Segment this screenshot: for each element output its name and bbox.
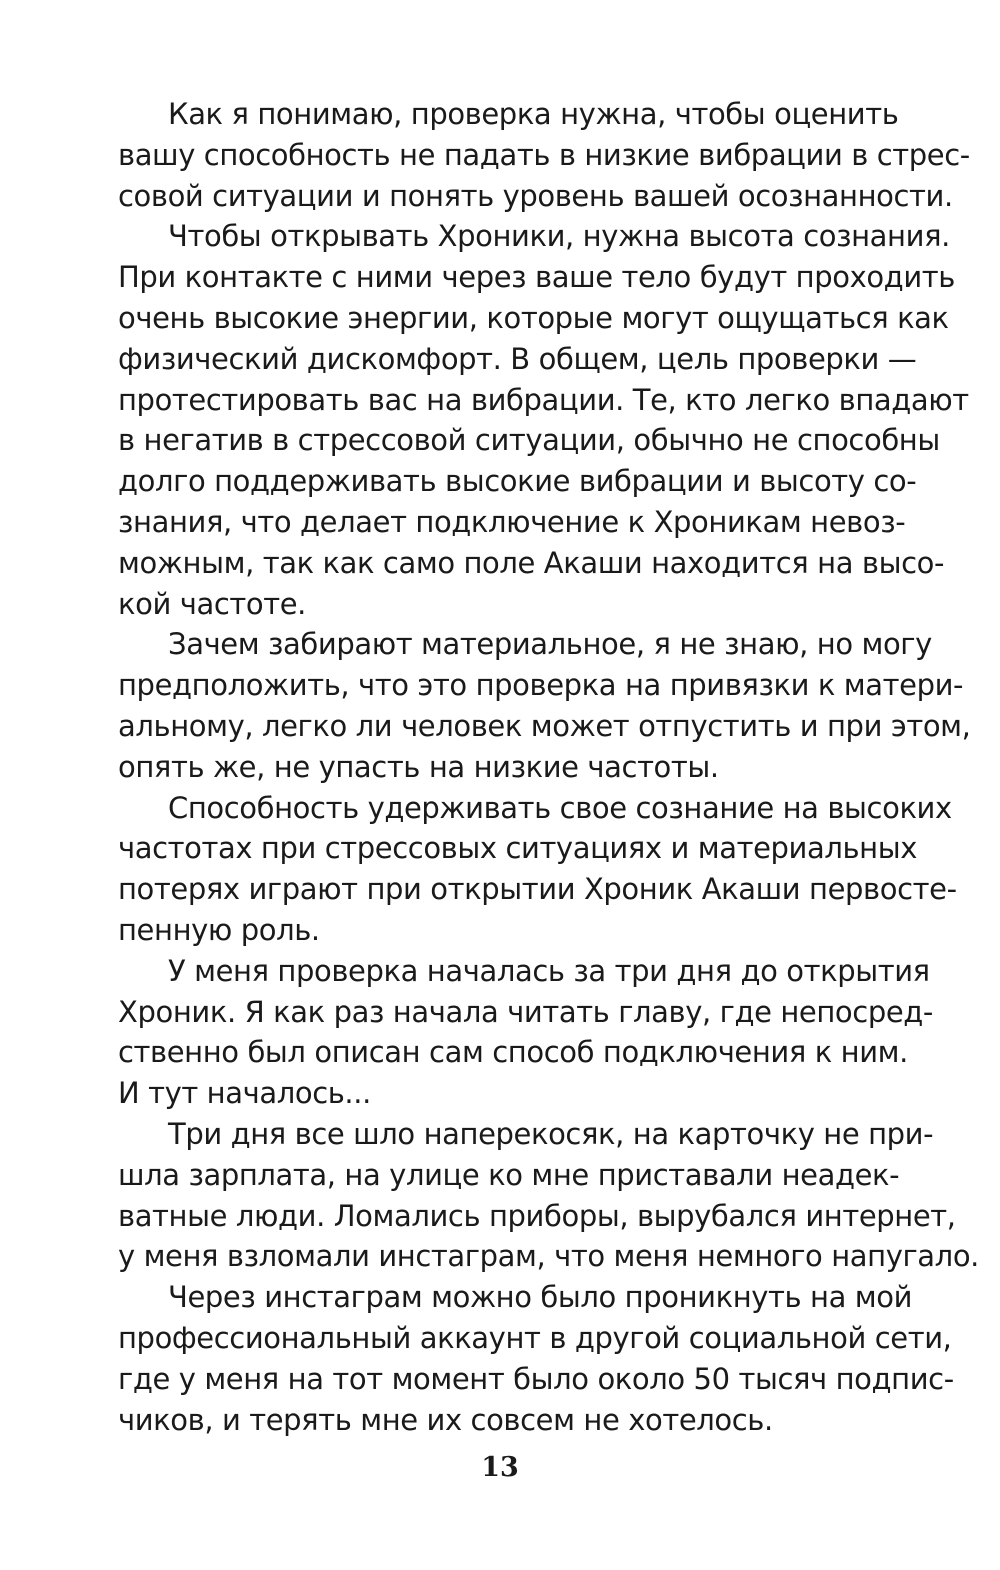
text-line: чиков, и терять мне их совсем не хотелось.: [118, 1402, 773, 1437]
text-line: шла зарплата, на улице ко мне приставали неадек-: [118, 1157, 900, 1192]
text-line: вашу способность не падать в низкие вибрации в стрес-: [118, 137, 970, 172]
text-line: совой ситуации и понять уровень вашей осознанности.: [118, 178, 953, 213]
text-line: долго поддерживать высокие вибрации и высоту со-: [118, 464, 917, 499]
text-line: потерях играют при открытии Хроник Акаши первосте-: [118, 872, 957, 907]
text-line: можным, так как само поле Акаши находится на высо-: [118, 545, 945, 580]
text-line: Хроник. Я как раз начала читать главу, где непосред-: [118, 994, 933, 1029]
page-number: 13: [481, 1452, 519, 1483]
text-line: Чтобы открывать Хроники, нужна высота сознания.: [168, 219, 950, 254]
text-line: кой частоте.: [118, 586, 306, 621]
text-line: Три дня все шло наперекосяк, на карточку не при-: [168, 1116, 934, 1151]
text-line: в негатив в стрессовой ситуации, обычно не способны: [118, 423, 940, 458]
text-line: ватные люди. Ломались приборы, вырубался интернет,: [118, 1198, 956, 1233]
text-line: Способность удерживать свое сознание на высоких: [168, 790, 952, 825]
body-text: [118, 94, 979, 1440]
text-line: частотах при стрессовых ситуациях и материальных: [118, 831, 918, 866]
text-line: Через инстаграм можно было проникнуть на мой: [168, 1280, 913, 1315]
text-line: протестировать вас на вибрации. Те, кто легко впадают: [118, 382, 969, 417]
text-line: опять же, не упасть на низкие частоты.: [118, 749, 719, 784]
text-line: ственно был описан сам способ подключения к ним.: [118, 1035, 908, 1070]
text-line: И тут началось...: [118, 1076, 371, 1111]
text-line: пенную роль.: [118, 912, 320, 947]
text-line: предположить, что это проверка на привязки к матери-: [118, 668, 964, 703]
text-line: альному, легко ли человек может отпустить и при этом,: [118, 708, 971, 743]
text-line: Как я понимаю, проверка нужна, чтобы оценить: [168, 97, 899, 131]
text-line: профессиональный аккаунт в другой социальной сети,: [118, 1320, 952, 1355]
text-line: Зачем забирают материальное, я не знаю, но могу: [168, 627, 932, 662]
text-line: знания, что делает подключение к Хроникам невоз-: [118, 504, 906, 539]
text-line: очень высокие энергии, которые могут ощущаться как: [118, 300, 949, 335]
text-line: физический дискомфорт. В общем, цель проверки —: [118, 341, 917, 376]
text-line: У меня проверка началась за три дня до открытия: [168, 953, 930, 988]
text-line: При контакте с ними через ваше тело будут проходить: [118, 260, 955, 295]
text-line: где у меня на тот момент было около 50 тысяч подпис-: [118, 1361, 954, 1396]
text-line: у меня взломали инстаграм, что меня немного напугало.: [118, 1239, 979, 1274]
